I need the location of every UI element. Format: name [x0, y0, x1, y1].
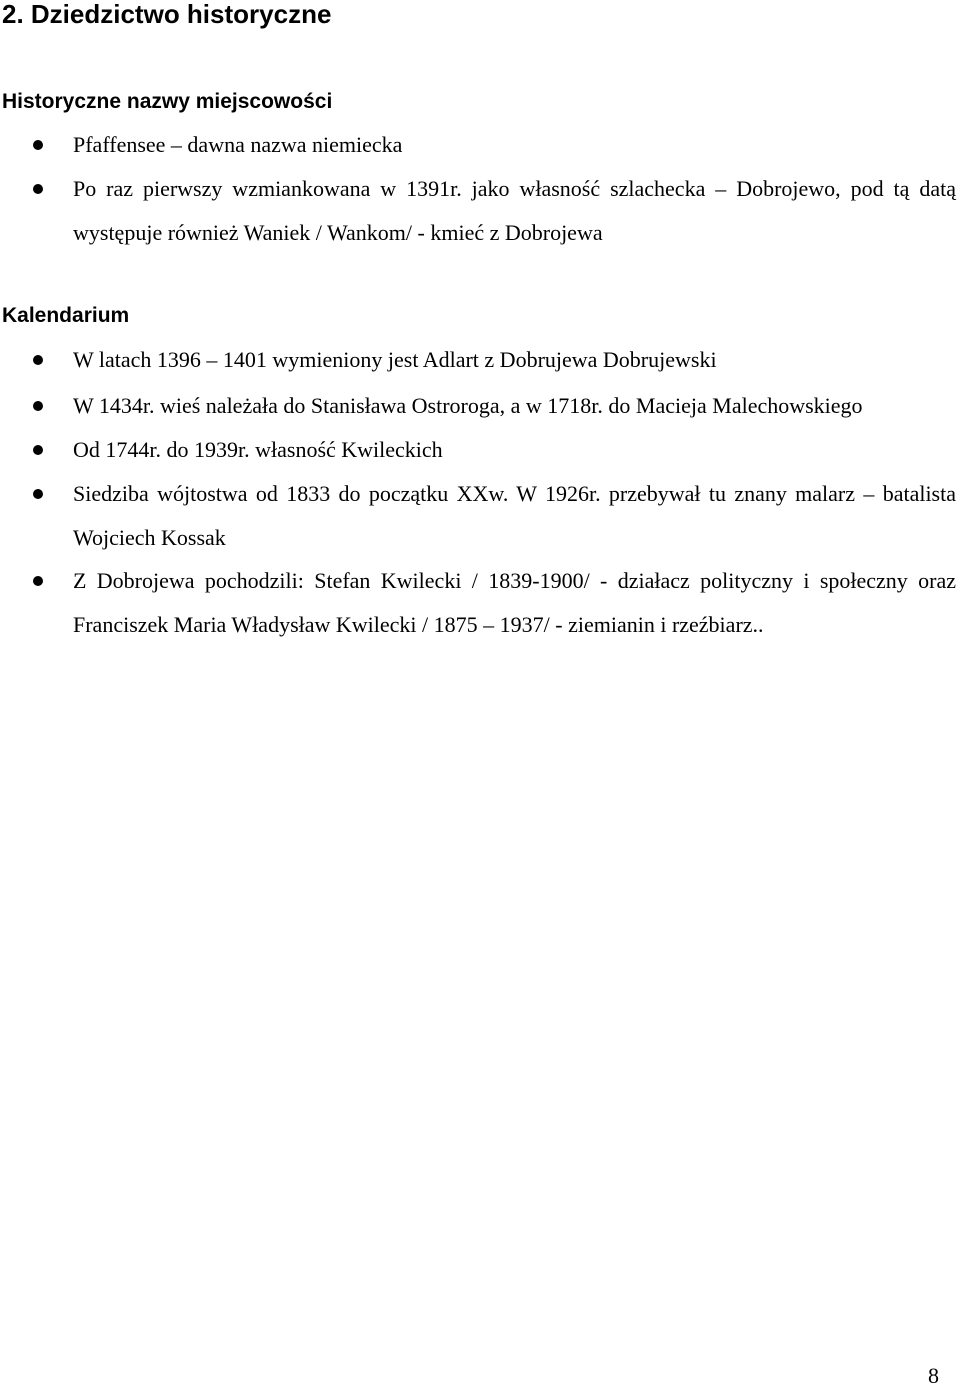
bullet-icon [33, 576, 43, 586]
bullet-icon [33, 355, 43, 365]
bullet-icon [33, 489, 43, 499]
bullet-icon [33, 140, 43, 150]
list-item-text: Od 1744r. do 1939r. własność Kwileckich [73, 437, 443, 462]
bullet-icon [33, 184, 43, 194]
list-item-text: Pfaffensee – dawna nazwa niemiecka [73, 132, 403, 157]
calendar-heading: Kalendarium [2, 304, 130, 327]
list-item-text: W 1434r. wieś należała do Stanisława Ostroroga, a w 1718r. do Macieja Malechowskiego [73, 393, 863, 418]
page-number: 8 [928, 1363, 939, 1388]
historic-names-heading: Historyczne nazwy miejscowości [2, 90, 333, 113]
list-item-text: Z Dobrojewa pochodzili: Stefan Kwilecki / 1839-1900/ - działacz polityczny i społeczny oraz Franciszek Maria Władysław Kwilecki / 1875 – 1937/ - ziemianin i rzeźbiarz.. [73, 568, 956, 637]
section-title: 2. Dziedzictwo historyczne [2, 0, 332, 29]
bullet-icon [33, 445, 43, 455]
list-item-text: W latach 1396 – 1401 wymieniony jest Adlart z Dobrujewa Dobrujewski [73, 347, 717, 372]
bullet-icon [33, 401, 43, 411]
list-item-text: Siedziba wójtostwa od 1833 do początku XXw. W 1926r. przebywał tu znany malarz – batalista Wojciech Kossak [73, 481, 956, 550]
list-item-text: Po raz pierwszy wzmiankowana w 1391r. jako własność szlachecka – Dobrojewo, pod tą datą występuje również Waniek / Wankom/ - kmieć z Dobrojewa [73, 176, 956, 245]
